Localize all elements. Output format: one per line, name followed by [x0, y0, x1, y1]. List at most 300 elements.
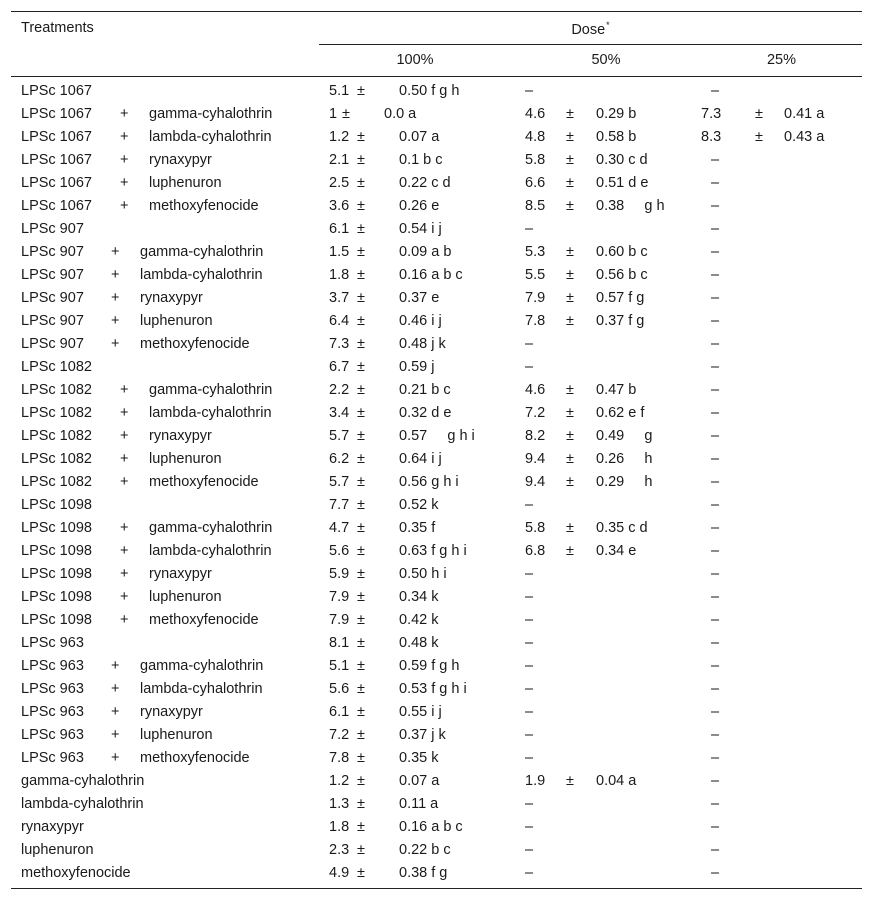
strain-cell: LPSc 1082	[21, 359, 92, 375]
empty-50: –	[525, 750, 534, 766]
strain-cell: LPSc 963	[21, 658, 84, 674]
empty-25: –	[711, 175, 720, 191]
plus-minus: ±	[755, 129, 763, 145]
sd-50: 0.35 c d	[596, 520, 648, 536]
strain-cell: LPSc 1098	[21, 497, 92, 513]
strain-cell: LPSc 907	[21, 336, 84, 352]
plus-minus: ±	[357, 589, 365, 605]
insecticide-cell: gamma-cyhalothrin	[149, 382, 273, 398]
insecticide-cell: methoxyfenocide	[140, 336, 250, 352]
sd-50: 0.51 d e	[596, 175, 649, 191]
plus-minus: ±	[357, 382, 365, 398]
plus-sign: +	[111, 244, 120, 260]
insecticide-cell: rynaxypyr	[140, 290, 203, 306]
table-row	[11, 494, 862, 517]
mean-100: 1.8	[329, 267, 350, 283]
plus-minus: ±	[357, 83, 365, 99]
sd-100: 0.07 a	[399, 773, 440, 789]
sd-100: 0.55 i j	[399, 704, 442, 720]
results-table	[11, 11, 862, 889]
sd-50: 0.49 g	[596, 428, 653, 444]
sd-100: 0.16 a b c	[399, 267, 463, 283]
empty-50: –	[525, 796, 534, 812]
strain-cell: LPSc 1098	[21, 520, 92, 536]
strain-cell: LPSc 1082	[21, 405, 92, 421]
mean-100: 6.2	[329, 451, 350, 467]
sd-50: 0.47 b	[596, 382, 637, 398]
sd-100: 0.11 a	[399, 796, 439, 812]
mean-50: 8.2	[525, 428, 546, 444]
plus-minus: ±	[566, 152, 574, 168]
plus-sign: +	[111, 727, 120, 743]
sd-100: 0.56 g h i	[399, 474, 459, 490]
plus-sign: +	[120, 589, 129, 605]
sd-100: 0.22 b c	[399, 842, 451, 858]
strain-cell: LPSc 1082	[21, 474, 92, 490]
sd-100: 0.34 k	[399, 589, 439, 605]
mean-100: 7.7	[329, 497, 350, 513]
insecticide-cell: rynaxypyr	[140, 704, 203, 720]
mean-50: 5.3	[525, 244, 546, 260]
dose-50-header: 50%	[591, 52, 621, 68]
insecticide-cell: rynaxypyr	[149, 566, 212, 582]
empty-25: –	[711, 313, 720, 329]
strain-cell: LPSc 1067	[21, 198, 92, 214]
empty-50: –	[525, 658, 534, 674]
plus-sign: +	[120, 405, 129, 421]
insecticide-cell: luphenuron	[140, 313, 213, 329]
empty-25: –	[711, 520, 720, 536]
empty-50: –	[525, 566, 534, 582]
plus-sign: +	[120, 428, 129, 444]
table-row	[11, 747, 862, 770]
empty-50: –	[525, 359, 534, 375]
table-row	[11, 724, 862, 747]
empty-25: –	[711, 267, 720, 283]
table-body	[11, 77, 862, 888]
insecticide-cell: luphenuron	[149, 175, 222, 191]
table-row	[11, 264, 862, 287]
sd-100: 0.09 a b	[399, 244, 452, 260]
strain-cell: LPSc 907	[21, 267, 84, 283]
plus-minus: ±	[357, 474, 365, 490]
sd-100: 0.38 f g	[399, 865, 448, 881]
mean-50: 5.8	[525, 152, 546, 168]
table-row	[11, 586, 862, 609]
sd-100: 0.22 c d	[399, 175, 451, 191]
empty-25: –	[711, 589, 720, 605]
sd-50: 0.57 f g	[596, 290, 645, 306]
sd-100: 0.21 b c	[399, 382, 451, 398]
insecticide-cell: lambda-cyhalothrin	[149, 543, 272, 559]
insecticide-cell: lambda-cyhalothrin	[21, 796, 144, 812]
plus-minus: ±	[357, 405, 365, 421]
insecticide-cell: rynaxypyr	[149, 428, 212, 444]
insecticide-cell: lambda-cyhalothrin	[140, 681, 263, 697]
sd-50: 0.30 c d	[596, 152, 648, 168]
insecticide-cell: lambda-cyhalothrin	[149, 129, 272, 145]
table-row	[11, 448, 862, 471]
plus-minus: ±	[566, 428, 574, 444]
insecticide-cell: methoxyfenocide	[149, 474, 259, 490]
empty-25: –	[711, 359, 720, 375]
plus-minus: ±	[566, 773, 574, 789]
plus-minus: ±	[357, 865, 365, 881]
plus-sign: +	[111, 267, 120, 283]
sd-100: 0.59 f g h	[399, 658, 460, 674]
plus-minus: ±	[357, 543, 365, 559]
sd-50: 0.60 b c	[596, 244, 648, 260]
mean-100: 4.9	[329, 865, 350, 881]
empty-25: –	[711, 635, 720, 651]
sd-100: 0.35 k	[399, 750, 439, 766]
sd-100: 0.48 j k	[399, 336, 446, 352]
header-row-1	[11, 12, 862, 44]
sd-100: 0.59 j	[399, 359, 435, 375]
sd-100: 0.0 a	[384, 106, 417, 122]
empty-25: –	[711, 727, 720, 743]
sd-50: 0.58 b	[596, 129, 637, 145]
plus-sign: +	[120, 152, 129, 168]
strain-cell: LPSc 1082	[21, 451, 92, 467]
plus-minus: ±	[357, 612, 365, 628]
plus-minus: ±	[357, 566, 365, 582]
mean-100: 2.3	[329, 842, 350, 858]
plus-minus: ±	[566, 382, 574, 398]
plus-minus: ±	[357, 129, 365, 145]
sd-100: 0.37 j k	[399, 727, 446, 743]
empty-25: –	[711, 451, 720, 467]
plus-minus: ±	[357, 336, 365, 352]
plus-sign: +	[120, 474, 129, 490]
mean-100: 1.5	[329, 244, 350, 260]
treatments-header: Treatments	[21, 20, 94, 36]
plus-minus: ±	[566, 290, 574, 306]
insecticide-cell: methoxyfenocide	[149, 612, 259, 628]
mean-100: 6.1	[329, 221, 350, 237]
strain-cell: LPSc 907	[21, 313, 84, 329]
dose-25-header: 25%	[766, 52, 797, 68]
dose-header	[319, 20, 862, 38]
empty-25: –	[711, 773, 720, 789]
plus-minus: ±	[566, 198, 574, 214]
mean-100: 3.4	[329, 405, 350, 421]
empty-25: –	[711, 152, 720, 168]
plus-minus: ±	[566, 543, 574, 559]
plus-minus: ±	[357, 267, 365, 283]
table-row	[11, 218, 862, 241]
plus-sign: +	[120, 198, 129, 214]
plus-minus: ±	[566, 244, 574, 260]
table-row	[11, 126, 862, 149]
sd-50: 0.38 g h	[596, 198, 665, 214]
plus-minus: ±	[755, 106, 763, 122]
empty-50: –	[525, 612, 534, 628]
plus-minus: ±	[357, 842, 365, 858]
plus-sign: +	[111, 658, 120, 674]
mean-50: 4.6	[525, 382, 546, 398]
empty-50: –	[525, 704, 534, 720]
table-row	[11, 517, 862, 540]
sd-100: 0.54 i j	[399, 221, 442, 237]
sd-100: 0.48 k	[399, 635, 439, 651]
empty-50: –	[525, 83, 534, 99]
plus-minus: ±	[357, 773, 365, 789]
sd-100: 0.52 k	[399, 497, 439, 513]
empty-25: –	[711, 336, 720, 352]
sd-50: 0.29 b	[596, 106, 637, 122]
sd-100: 0.35 f	[399, 520, 436, 536]
dose-100-header: 100%	[396, 52, 434, 68]
dose-label: Dose	[571, 22, 606, 38]
sd-25: 0.41 a	[784, 106, 825, 122]
plus-minus: ±	[357, 819, 365, 835]
plus-minus: ±	[357, 681, 365, 697]
plus-sign: +	[120, 106, 129, 122]
sd-50: 0.04 a	[596, 773, 637, 789]
mean-100: 5.6	[329, 543, 350, 559]
plus-minus: ±	[342, 106, 350, 122]
mean-100: 5.7	[329, 474, 350, 490]
plus-sign: +	[120, 451, 129, 467]
plus-sign: +	[111, 290, 120, 306]
strain-cell: LPSc 963	[21, 727, 84, 743]
plus-minus: ±	[357, 727, 365, 743]
table-row	[11, 632, 862, 655]
plus-minus: ±	[566, 520, 574, 536]
table-row	[11, 402, 862, 425]
strain-cell: LPSc 907	[21, 244, 84, 260]
table-row	[11, 333, 862, 356]
empty-25: –	[711, 704, 720, 720]
table-row	[11, 701, 862, 724]
strain-cell: LPSc 1082	[21, 382, 92, 398]
plus-minus: ±	[357, 796, 365, 812]
table-row	[11, 839, 862, 862]
empty-50: –	[525, 336, 534, 352]
strain-cell: LPSc 963	[21, 704, 84, 720]
insecticide-cell: methoxyfenocide	[149, 198, 259, 214]
mean-100: 3.6	[329, 198, 350, 214]
mean-100: 8.1	[329, 635, 350, 651]
plus-sign: +	[120, 520, 129, 536]
plus-minus: ±	[566, 267, 574, 283]
insecticide-cell: gamma-cyhalothrin	[21, 773, 145, 789]
plus-minus: ±	[357, 175, 365, 191]
mean-100: 1.2	[329, 773, 350, 789]
table-row	[11, 655, 862, 678]
mean-100: 3.7	[329, 290, 350, 306]
sd-100: 0.46 i j	[399, 313, 442, 329]
plus-minus: ±	[357, 290, 365, 306]
empty-25: –	[711, 543, 720, 559]
plus-minus: ±	[357, 635, 365, 651]
strain-cell: LPSc 1082	[21, 428, 92, 444]
insecticide-cell: methoxyfenocide	[140, 750, 250, 766]
table-row	[11, 793, 862, 816]
insecticide-cell: rynaxypyr	[21, 819, 84, 835]
mean-100: 7.3	[329, 336, 350, 352]
mean-100: 5.1	[329, 658, 350, 674]
table-row	[11, 80, 862, 103]
empty-25: –	[711, 290, 720, 306]
plus-sign: +	[111, 336, 120, 352]
sd-50: 0.26 h	[596, 451, 653, 467]
table-row	[11, 103, 862, 126]
empty-25: –	[711, 566, 720, 582]
empty-25: –	[711, 221, 720, 237]
empty-50: –	[525, 842, 534, 858]
insecticide-cell: gamma-cyhalothrin	[140, 244, 264, 260]
mean-100: 5.6	[329, 681, 350, 697]
mean-100: 2.1	[329, 152, 350, 168]
plus-sign: +	[120, 175, 129, 191]
table-row	[11, 287, 862, 310]
plus-sign: +	[111, 313, 120, 329]
sd-100: 0.50 f g h	[399, 83, 460, 99]
mean-50: 9.4	[525, 474, 546, 490]
empty-25: –	[711, 658, 720, 674]
table-row	[11, 678, 862, 701]
strain-cell: LPSc 1098	[21, 589, 92, 605]
insecticide-cell: gamma-cyhalothrin	[140, 658, 264, 674]
mean-100: 1	[329, 106, 338, 122]
table-row	[11, 379, 862, 402]
plus-minus: ±	[566, 474, 574, 490]
plus-minus: ±	[357, 750, 365, 766]
sd-100: 0.1 b c	[399, 152, 443, 168]
plus-minus: ±	[357, 313, 365, 329]
mean-50: 5.5	[525, 267, 546, 283]
empty-25: –	[711, 198, 720, 214]
strain-cell: LPSc 907	[21, 290, 84, 306]
sd-50: 0.62 e f	[596, 405, 645, 421]
mean-100: 4.7	[329, 520, 350, 536]
empty-25: –	[711, 842, 720, 858]
insecticide-cell: gamma-cyhalothrin	[149, 520, 273, 536]
plus-minus: ±	[566, 129, 574, 145]
plus-sign: +	[120, 382, 129, 398]
mean-100: 7.8	[329, 750, 350, 766]
mean-100: 7.9	[329, 589, 350, 605]
header-row-2	[11, 44, 862, 76]
mean-50: 7.9	[525, 290, 546, 306]
empty-25: –	[711, 405, 720, 421]
sd-50: 0.37 f g	[596, 313, 645, 329]
strain-cell: LPSc 1067	[21, 83, 92, 99]
insecticide-cell: lambda-cyhalothrin	[140, 267, 263, 283]
sd-100: 0.63 f g h i	[399, 543, 467, 559]
sd-25: 0.43 a	[784, 129, 825, 145]
strain-cell: LPSc 963	[21, 750, 84, 766]
table-row	[11, 356, 862, 379]
empty-25: –	[711, 474, 720, 490]
mean-50: 6.8	[525, 543, 546, 559]
empty-25: –	[711, 428, 720, 444]
insecticide-cell: luphenuron	[149, 451, 222, 467]
strain-cell: LPSc 963	[21, 635, 84, 651]
plus-sign: +	[120, 566, 129, 582]
empty-25: –	[711, 750, 720, 766]
strain-cell: LPSc 1098	[21, 543, 92, 559]
empty-25: –	[711, 497, 720, 513]
plus-sign: +	[120, 543, 129, 559]
plus-sign: +	[111, 681, 120, 697]
mean-100: 2.2	[329, 382, 350, 398]
plus-minus: ±	[357, 244, 365, 260]
empty-50: –	[525, 865, 534, 881]
strain-cell: LPSc 1098	[21, 612, 92, 628]
empty-50: –	[525, 635, 534, 651]
strain-cell: LPSc 963	[21, 681, 84, 697]
empty-25: –	[711, 796, 720, 812]
empty-25: –	[711, 382, 720, 398]
mean-25: 7.3	[701, 106, 722, 122]
empty-50: –	[525, 497, 534, 513]
plus-minus: ±	[357, 497, 365, 513]
insecticide-cell: luphenuron	[140, 727, 213, 743]
mean-100: 7.2	[329, 727, 350, 743]
plus-minus: ±	[357, 359, 365, 375]
mean-50: 4.6	[525, 106, 546, 122]
insecticide-cell: lambda-cyhalothrin	[149, 405, 272, 421]
plus-minus: ±	[357, 198, 365, 214]
sd-50: 0.34 e	[596, 543, 637, 559]
table-row	[11, 471, 862, 494]
strain-cell: LPSc 1067	[21, 129, 92, 145]
insecticide-cell: gamma-cyhalothrin	[149, 106, 273, 122]
table-row	[11, 540, 862, 563]
mean-100: 5.7	[329, 428, 350, 444]
insecticide-cell: luphenuron	[149, 589, 222, 605]
mean-100: 1.3	[329, 796, 350, 812]
empty-25: –	[711, 819, 720, 835]
empty-25: –	[711, 612, 720, 628]
sd-100: 0.50 h i	[399, 566, 447, 582]
mean-50: 4.8	[525, 129, 546, 145]
table-row	[11, 241, 862, 264]
empty-25: –	[711, 83, 720, 99]
plus-minus: ±	[566, 175, 574, 191]
plus-minus: ±	[357, 428, 365, 444]
strain-cell: LPSc 1067	[21, 175, 92, 191]
sd-100: 0.64 i j	[399, 451, 442, 467]
plus-minus: ±	[357, 152, 365, 168]
mean-50: 7.8	[525, 313, 546, 329]
mean-50: 9.4	[525, 451, 546, 467]
table-row	[11, 172, 862, 195]
plus-minus: ±	[566, 106, 574, 122]
table-row	[11, 862, 862, 885]
plus-minus: ±	[357, 221, 365, 237]
plus-sign: +	[120, 129, 129, 145]
plus-minus: ±	[566, 451, 574, 467]
sd-100: 0.26 e	[399, 198, 440, 214]
plus-minus: ±	[566, 405, 574, 421]
sd-100: 0.57 g h i	[399, 428, 475, 444]
plus-sign: +	[111, 704, 120, 720]
plus-sign: +	[111, 750, 120, 766]
strain-cell: LPSc 907	[21, 221, 84, 237]
sd-100: 0.16 a b c	[399, 819, 463, 835]
plus-minus: ±	[357, 704, 365, 720]
insecticide-cell: luphenuron	[21, 842, 94, 858]
empty-50: –	[525, 681, 534, 697]
strain-cell: LPSc 1098	[21, 566, 92, 582]
mean-100: 1.8	[329, 819, 350, 835]
sd-100: 0.07 a	[399, 129, 440, 145]
mean-50: 6.6	[525, 175, 546, 191]
